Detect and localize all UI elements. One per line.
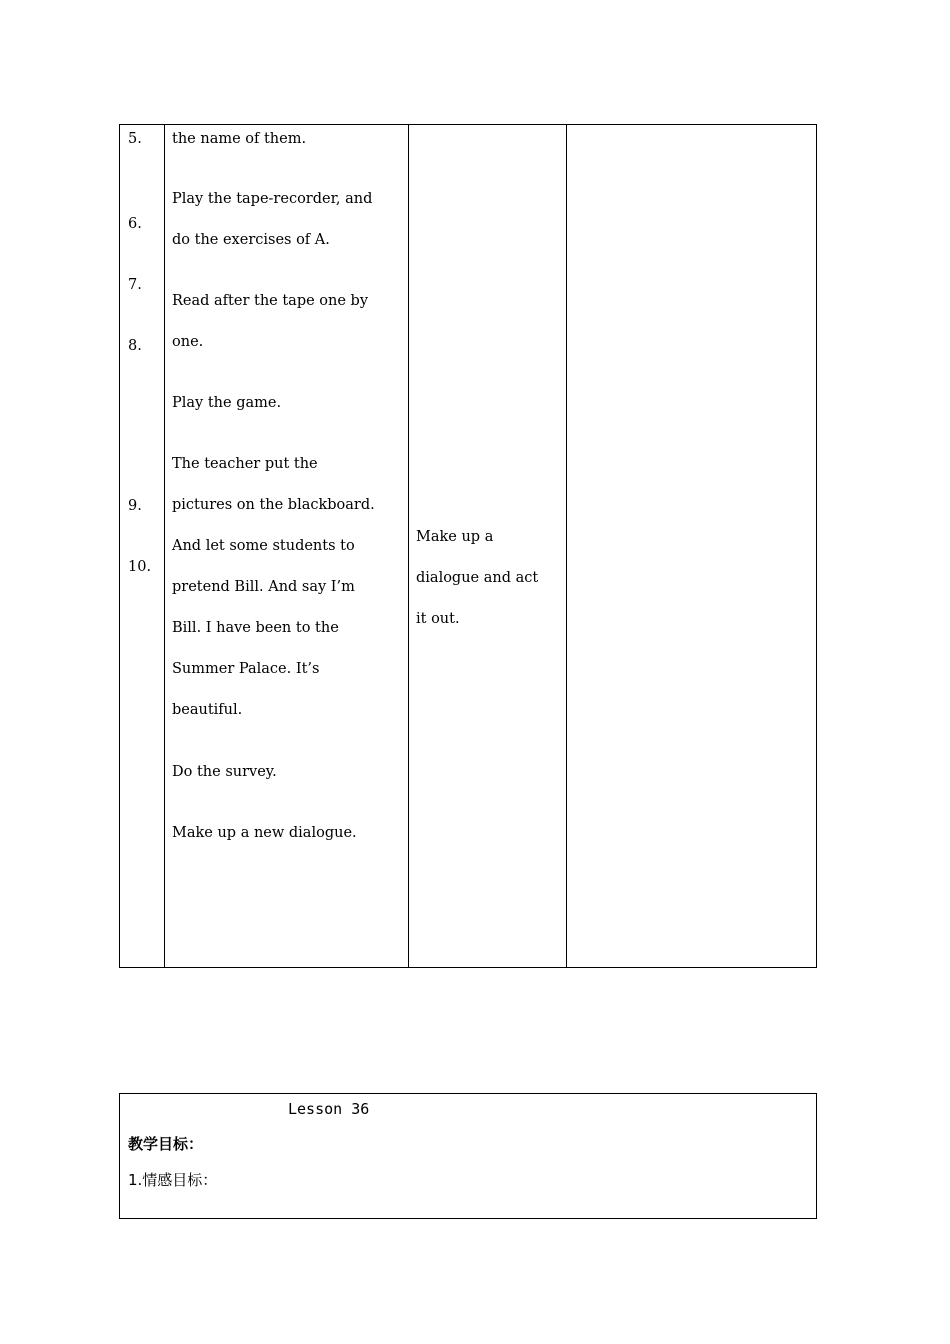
column-divider: [408, 125, 409, 967]
column-divider: [566, 125, 567, 967]
step-number: 9.: [128, 498, 142, 514]
lesson-steps-table: [119, 124, 817, 968]
lesson-title: Lesson 36: [288, 1100, 370, 1118]
procedure-line: Read after the tape one by: [172, 293, 369, 309]
procedure-line: pictures on the blackboard.: [172, 497, 375, 513]
objectives-heading: 教学目标：: [128, 1135, 204, 1153]
procedure-line: Do the survey.: [172, 764, 277, 780]
step-number: 10.: [128, 559, 152, 575]
lesson-36-box: [119, 1093, 817, 1219]
procedure-line: one.: [172, 334, 204, 350]
procedure-line: Play the game.: [172, 395, 282, 411]
procedure-line: Make up a new dialogue.: [172, 825, 357, 841]
column-divider: [164, 125, 165, 967]
activity-line: it out.: [416, 611, 460, 627]
activity-line: dialogue and act: [416, 570, 539, 586]
procedure-line: do the exercises of A.: [172, 232, 330, 248]
activity-line: Make up a: [416, 529, 494, 545]
step-number: 8.: [128, 338, 142, 354]
objective-item: 1.情感目标：: [128, 1171, 218, 1189]
procedure-line: The teacher put the: [172, 456, 318, 472]
procedure-line: Bill. I have been to the: [172, 620, 339, 636]
step-number: 5.: [128, 131, 142, 147]
procedure-line: Play the tape-recorder, and: [172, 191, 373, 207]
step-number: 6.: [128, 216, 142, 232]
procedure-line: And let some students to: [172, 538, 355, 554]
step-number: 7.: [128, 277, 142, 293]
procedure-line: pretend Bill. And say I’m: [172, 579, 355, 595]
procedure-line: the name of them.: [172, 131, 307, 147]
procedure-line: beautiful.: [172, 702, 243, 718]
procedure-line: Summer Palace. It’s: [172, 661, 320, 677]
